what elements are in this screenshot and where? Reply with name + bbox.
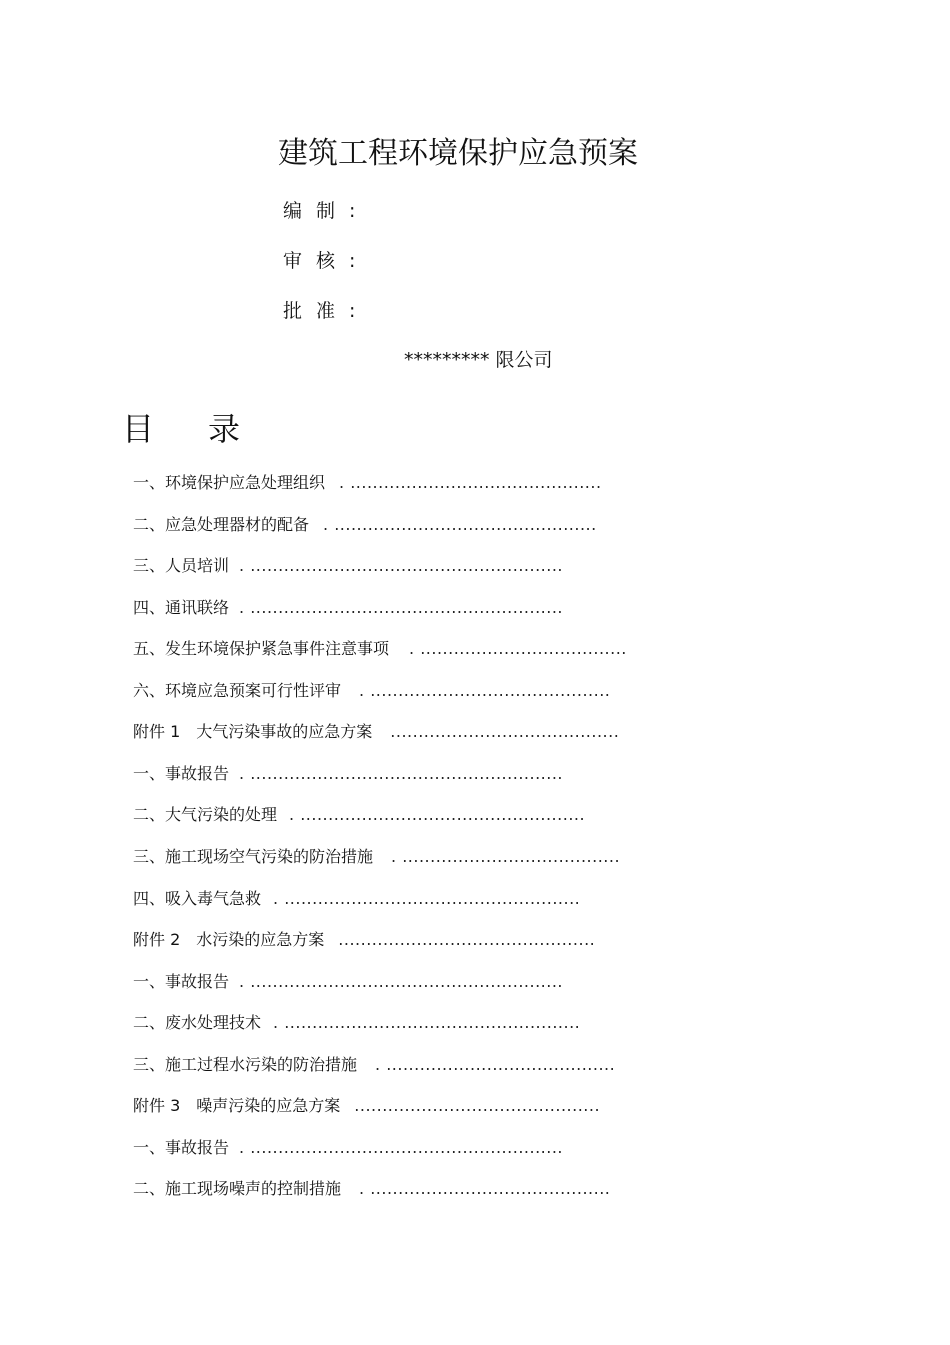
signature-label: 编制	[283, 200, 350, 222]
signature-line-reviewed	[283, 246, 355, 273]
toc-entry[interactable]	[133, 639, 627, 659]
signature-colon: :	[349, 300, 356, 322]
toc-entry-text: 六、环境应急预案可行性评审	[133, 681, 342, 700]
toc-entry[interactable]	[133, 805, 585, 825]
toc-entry[interactable]	[133, 1055, 615, 1075]
toc-entry-text: 二、应急处理器材的配备	[133, 515, 310, 534]
toc-heading-right: 录	[208, 410, 241, 448]
toc-entry-text: 一、事故报告	[133, 972, 230, 991]
signature-label: 审核	[283, 250, 350, 272]
toc-entry[interactable]	[133, 681, 610, 701]
toc-entry[interactable]	[133, 1138, 563, 1158]
toc-entry-leader: . ........................................................	[239, 598, 563, 617]
toc-entry[interactable]	[133, 473, 602, 493]
toc-entry[interactable]	[133, 1179, 610, 1199]
toc-entry[interactable]	[133, 1096, 600, 1116]
toc-entry-text: 附件 3 噪声污染的应急方案	[133, 1096, 341, 1115]
toc-heading-left: 目	[122, 410, 155, 448]
toc-entry[interactable]	[133, 764, 563, 784]
toc-entry-leader: . ...........................................	[359, 681, 611, 700]
toc-entry-text: 五、发生环境保护紧急事件注意事项	[133, 639, 390, 658]
toc-entry-leader: . .........................................	[375, 1055, 616, 1074]
toc-entry-text: 二、施工现场噪声的控制措施	[133, 1179, 342, 1198]
toc-entry-text: 一、事故报告	[133, 764, 230, 783]
toc-entry-leader: . ........................................................	[239, 972, 563, 991]
toc-entry-leader: ............................................	[354, 1096, 601, 1115]
toc-entry-leader: . .....................................................	[273, 1013, 581, 1032]
toc-entry-text: 四、吸入毒气急救	[133, 889, 262, 908]
toc-entry[interactable]	[133, 972, 563, 992]
toc-entry[interactable]	[133, 722, 619, 742]
toc-entry-leader: . ...............................................	[323, 515, 597, 534]
toc-entry-leader: . .....................................................	[273, 889, 581, 908]
toc-entry-text: 一、事故报告	[133, 1138, 230, 1157]
toc-entry-text: 二、废水处理技术	[133, 1013, 262, 1032]
toc-entry-text: 三、人员培训	[133, 556, 230, 575]
company-name: ********* 限公司	[404, 349, 553, 371]
toc-entry-leader: . ...........................................	[359, 1179, 611, 1198]
toc-entry-leader: . .....................................	[409, 639, 627, 658]
toc-entry[interactable]	[133, 889, 580, 909]
toc-entry-text: 四、通讯联络	[133, 598, 230, 617]
signature-line-approved	[283, 296, 355, 323]
toc-entry-leader: . ........................................................	[239, 764, 563, 783]
toc-entry-text: 附件 1 大气污染事故的应急方案	[133, 722, 373, 741]
signature-line-compiled	[283, 196, 355, 223]
signature-colon: :	[349, 200, 356, 222]
toc-entry-leader: . ........................................................	[239, 1138, 563, 1157]
toc-entry-leader: . .......................................	[391, 847, 621, 866]
toc-entry-text: 附件 2 水污染的应急方案	[133, 930, 325, 949]
toc-entry-leader: . ...................................................	[289, 805, 586, 824]
signature-label: 批准	[283, 300, 350, 322]
toc-entry-text: 三、施工现场空气污染的防治措施	[133, 847, 374, 866]
toc-entry-leader: ..............................................	[338, 930, 596, 949]
toc-entry-text: 一、环境保护应急处理组织	[133, 473, 326, 492]
signature-colon: :	[349, 250, 356, 272]
toc-entry[interactable]	[133, 598, 563, 618]
toc-entry-leader: . .............................................	[339, 473, 602, 492]
document-title: 建筑工程环境保护应急预案	[278, 136, 638, 171]
toc-entry[interactable]	[133, 556, 563, 576]
toc-entry[interactable]	[133, 515, 597, 535]
toc-entry-text: 三、施工过程水污染的防治措施	[133, 1055, 358, 1074]
toc-heading	[122, 404, 240, 450]
toc-entry-text: 二、大气污染的处理	[133, 805, 278, 824]
toc-entry[interactable]	[133, 930, 595, 950]
toc-entry-leader: . ........................................................	[239, 556, 563, 575]
toc-entry-leader: .........................................	[390, 722, 620, 741]
toc-entry[interactable]	[133, 1013, 580, 1033]
toc-entry[interactable]	[133, 847, 620, 867]
